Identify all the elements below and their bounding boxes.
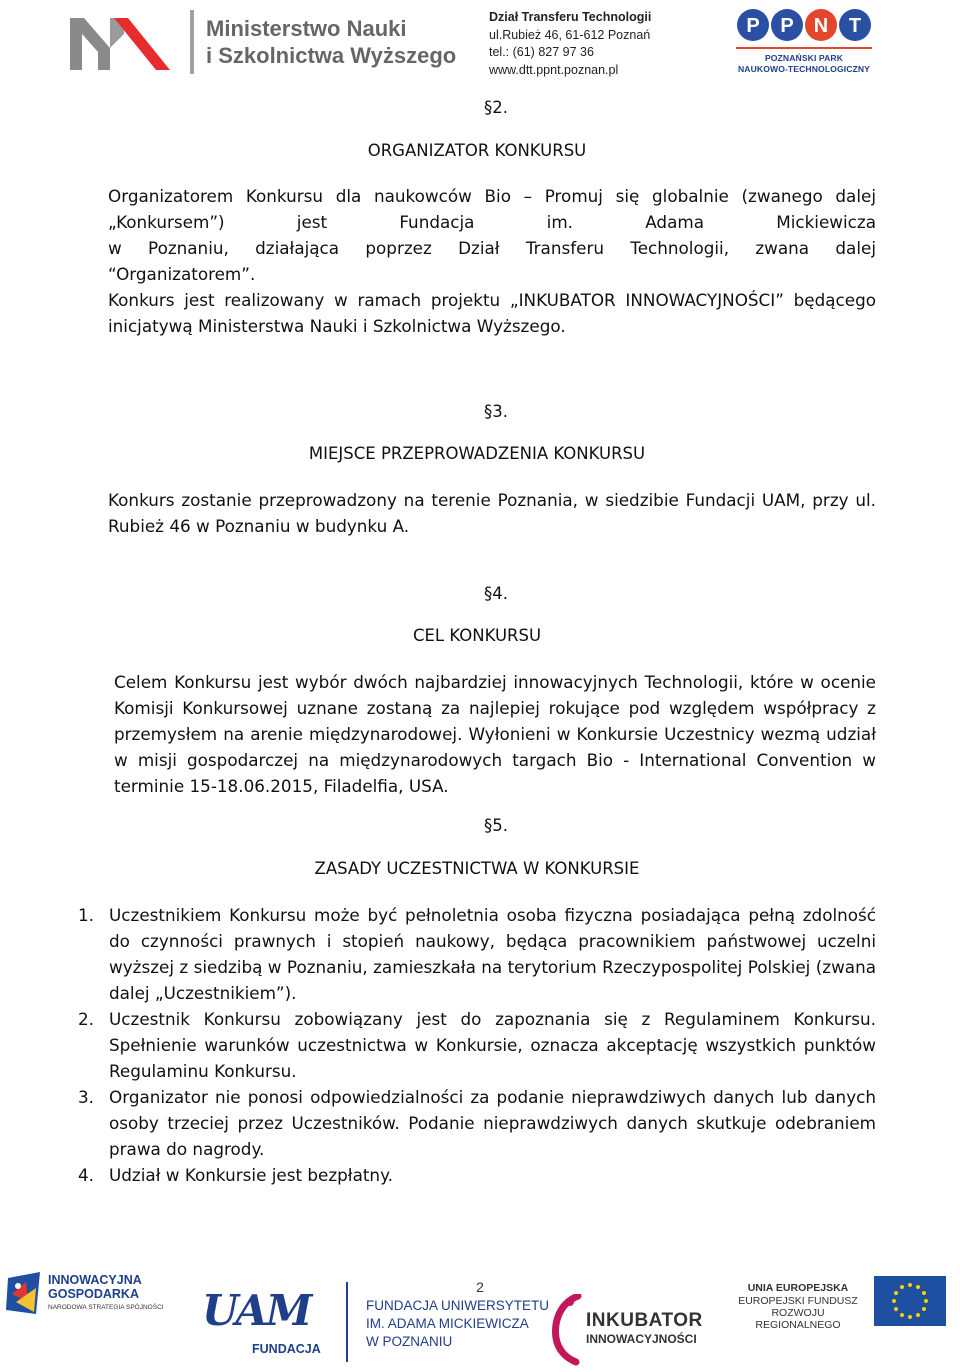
eu-line2: EUROPEJSKI FUNDUSZ xyxy=(738,1295,858,1307)
section-paragraph: Konkurs jest realizowany w ramach projektu „INKUBATOR INNOWACYJNOŚCI” będącego inicjatywą Ministerstwa Nauki i Szkolnictwa Wyższego. xyxy=(108,290,876,336)
list-item-number: 1. xyxy=(78,905,95,925)
list-item-number: 4. xyxy=(78,1165,95,1185)
section-number: §2. xyxy=(484,98,508,117)
ppnt-letter: P xyxy=(780,15,794,37)
ppnt-letter: T xyxy=(848,15,862,37)
eu-line1: UNIA EUROPEJSKA xyxy=(747,1282,849,1294)
contact-name: Dział Transferu Technologii xyxy=(489,10,652,24)
list-item-text: Uczestnik Konkursu zobowiązany jest do zapoznania się z Regulaminem Konkursu. Spełnienie warunków uczestnictwa w Konkursie, oznacza akceptację wszystkich punktów Regulaminu Konkursu. xyxy=(109,1009,876,1081)
eu-logo xyxy=(732,1276,952,1336)
list-item-text: Udział w Konkursie jest bezpłatny. xyxy=(109,1165,393,1185)
ppnt-rule xyxy=(736,47,872,49)
ppnt-label-line2: NAUKOWO-TECHNOLOGICZNY xyxy=(737,64,871,74)
eu-line3: ROZWOJU REGIONALNEGO xyxy=(755,1307,841,1331)
section-title: CEL KONKURSU xyxy=(412,626,542,645)
inkubator-line1: INKUBATOR xyxy=(586,1310,703,1331)
uam-logo xyxy=(200,1288,340,1360)
section-paragraph: Celem Konkursu jest wybór dwóch najbardziej innowacyjnych Technologii, które w ocenie Komisji Konkursowej uznane zostaną za najlepiej rokujące pod względem współpracy z przemysłem na arenie międzynarodowej. Wyłonieni w Konkursie Uczestnicy wezmą udział w misji gospodarczej na międzynarodowych targach Bio - International Convention w terminie 15-18.06.2015, Filadelfia, USA. xyxy=(114,672,876,796)
inkubator-line2: INNOWACYJNOŚCI xyxy=(586,1332,697,1346)
ppnt-label-line1: POZNAŃSKI PARK xyxy=(764,53,844,63)
logo-divider xyxy=(190,10,194,74)
ministry-name-line2: i Szkolnictwa Wyższego xyxy=(206,43,457,68)
contact-address: ul.Rubież 46, 61-612 Poznań xyxy=(489,27,651,42)
uam-mark: UAM xyxy=(202,1286,311,1335)
section-title: ZASADY UCZESTNICTWA W KONKURSIE xyxy=(314,859,640,878)
section-paragraph xyxy=(108,183,876,287)
section-number: §5. xyxy=(484,816,508,835)
page-number: 2 xyxy=(476,1279,484,1295)
rules-list xyxy=(78,902,876,1188)
list-item-text: Organizator nie ponosi odpowiedzialności za podanie nieprawdziwych danych lub danych osoby trzeciej przez Uczestników. Podanie nieprawdziwych danych skutkuje odebraniem prawa do nagrody. xyxy=(109,1087,876,1159)
paragraph-line: w Poznaniu, działająca poprzez Dział Transferu Technologii, zwana dalej xyxy=(108,238,876,258)
section-paragraph: Konkurs zostanie przeprowadzony na terenie Poznania, w siedzibie Fundacji UAM, przy ul. Rubież 46 w Poznaniu w budynku A. xyxy=(108,490,876,536)
ppnt-logo xyxy=(736,6,872,76)
section-title: MIEJSCE PRZEPROWADZENIA KONKURSU xyxy=(308,444,646,463)
contact-block xyxy=(489,9,651,79)
paragraph-line: „Konkursem”) jest Fundacja im. Adama Mickiewicza xyxy=(108,212,876,232)
list-item xyxy=(78,1162,876,1188)
ppnt-letter: P xyxy=(746,15,760,37)
fundacja-line3: W POZNANIU xyxy=(366,1334,453,1349)
paragraph-line: Organizatorem Konkursu dla naukowców Bio – Promuj się globalnie (zwanego dalej xyxy=(108,186,876,206)
contact-website[interactable]: www.dtt.ppnt.poznan.pl xyxy=(489,62,619,77)
list-item-number: 2. xyxy=(78,1009,95,1029)
ig-line1: INNOWACYJNA xyxy=(48,1273,142,1287)
footer-divider xyxy=(346,1282,348,1362)
list-item xyxy=(78,1006,876,1084)
fundacja-text xyxy=(366,1297,549,1351)
section-title: ORGANIZATOR KONKURSU xyxy=(367,141,587,160)
ministry-name-line1: Ministerstwo Nauki xyxy=(206,16,407,41)
section-number: §3. xyxy=(484,402,508,421)
ppnt-letter: N xyxy=(813,15,829,37)
list-item-text: Uczestnikiem Konkursu może być pełnoletnia osoba fizyczna posiadająca pełną zdolność do czynności prawnych i stopień naukowy, będąca pracownikiem państwowej uczelni wyższej z siedzibą w Poznaniu, zamieszkała na terytorium Rzeczypospolitej Polskiej (zwana dalej „Uczestnikiem”). xyxy=(109,905,876,1003)
section-number: §4. xyxy=(484,584,508,603)
contact-phone: tel.: (61) 827 97 36 xyxy=(489,45,594,59)
inkubator-bracket-icon xyxy=(552,1294,582,1366)
ig-emblem-icon xyxy=(6,1272,42,1316)
inkubator-logo xyxy=(552,1290,722,1366)
uam-label: FUNDACJA xyxy=(252,1342,321,1356)
paragraph-line: “Organizatorem”. xyxy=(108,264,256,284)
eu-flag-icon xyxy=(874,1276,946,1326)
fundacja-line1: FUNDACJA UNIWERSYTETU xyxy=(366,1298,550,1313)
list-item xyxy=(78,902,876,1006)
list-item xyxy=(78,1084,876,1162)
ig-line2: GOSPODARKA xyxy=(48,1287,139,1301)
fundacja-line2: IM. ADAMA MICKIEWICZA xyxy=(366,1316,529,1331)
ig-logo xyxy=(6,1270,176,1320)
list-item-number: 3. xyxy=(78,1087,95,1107)
ppnt-letters-icon xyxy=(736,6,872,46)
ig-line3: NARODOWA STRATEGIA SPÓJNOŚCI xyxy=(48,1304,164,1311)
ministry-emblem-icon xyxy=(70,18,174,70)
ministry-logo xyxy=(70,12,470,76)
